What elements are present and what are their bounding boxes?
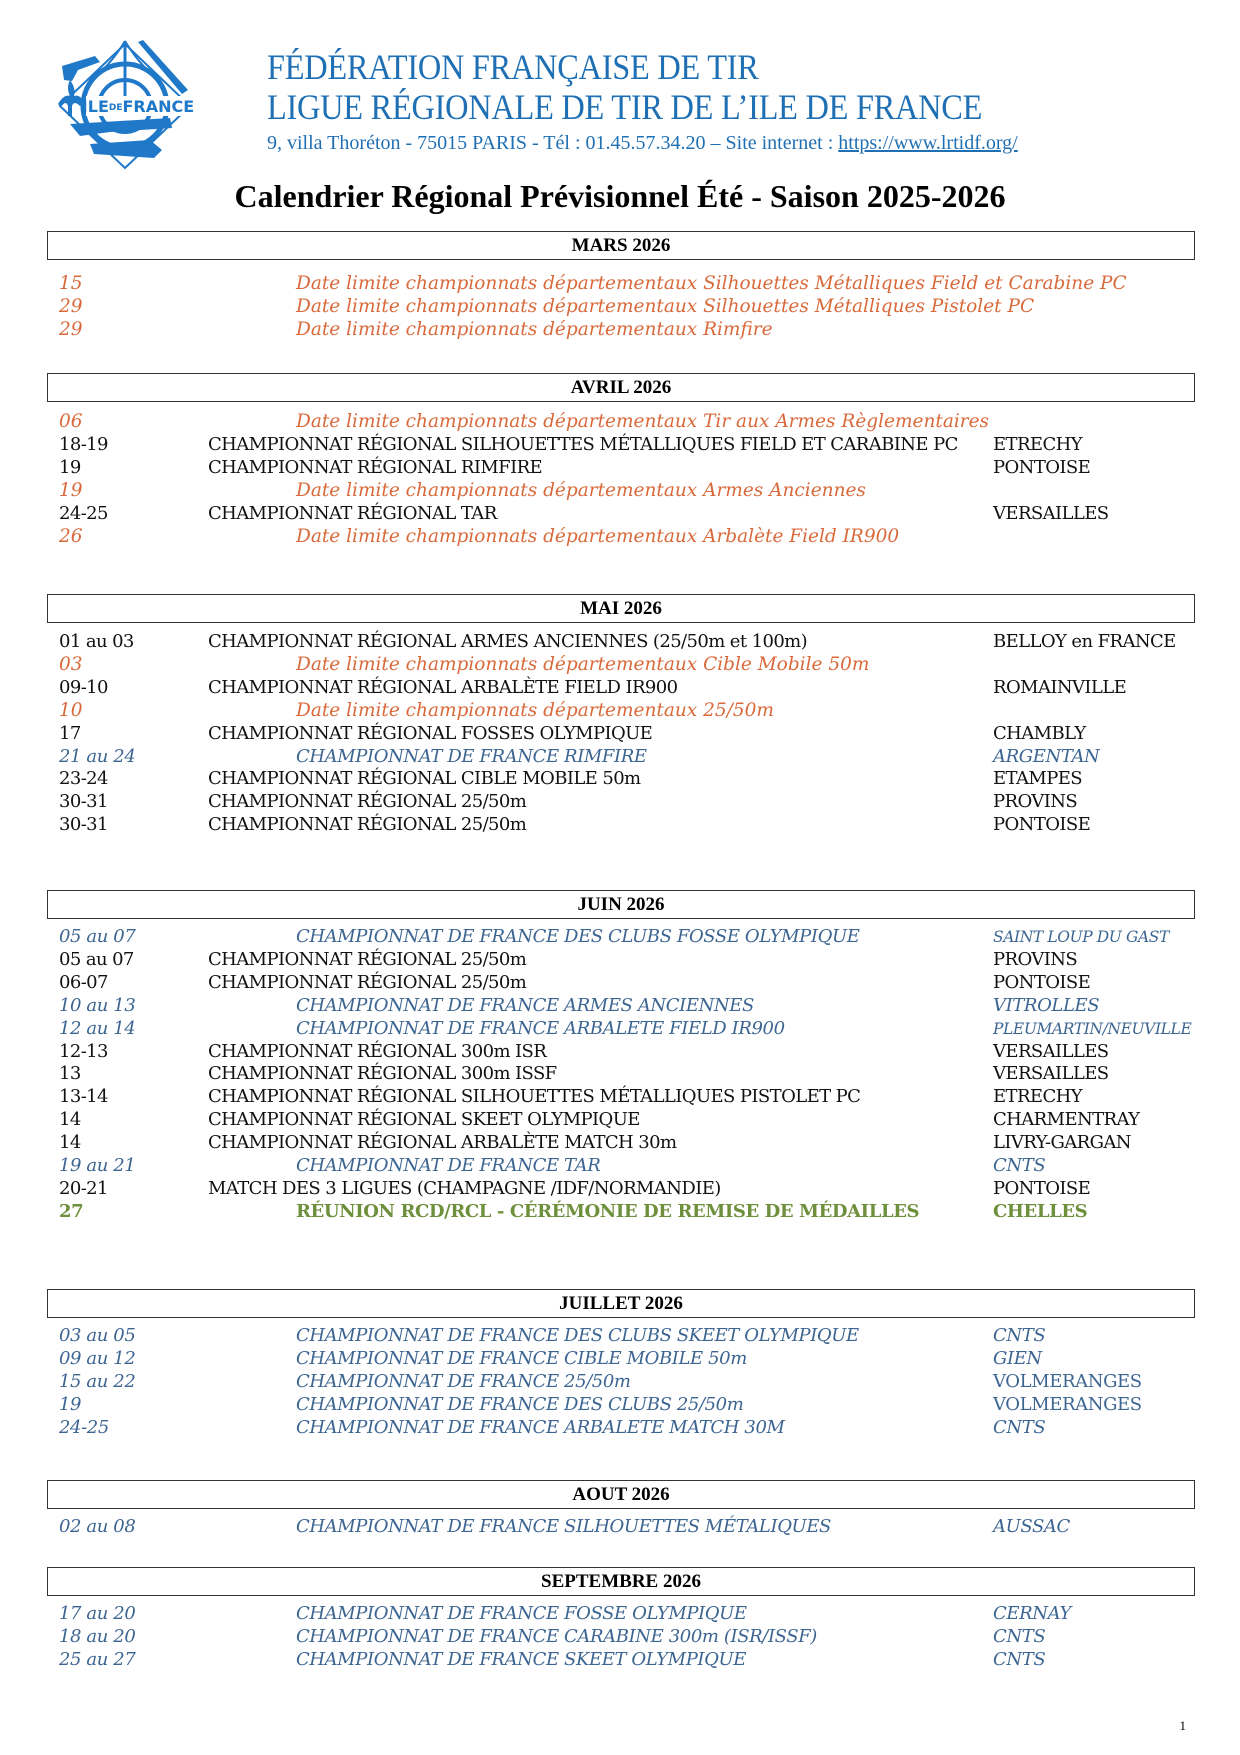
event-location: PONTOISE	[993, 456, 1091, 478]
logo-text: ILEDEFRANCE	[81, 97, 195, 116]
event-title: CHAMPIONNAT RÉGIONAL ARBALÈTE MATCH 30m	[208, 1132, 677, 1154]
event-title: CHAMPIONNAT RÉGIONAL CIBLE MOBILE 50m	[208, 768, 641, 790]
event-date: 29	[59, 318, 83, 340]
event-location: CHELLES	[993, 1200, 1088, 1222]
event-date: 21 au 24	[59, 745, 136, 767]
month-header: JUIN 2026	[47, 890, 1195, 919]
event-title: Date limite championnats départementaux Silhouettes Métalliques Field et Carabine PC	[296, 273, 1127, 294]
event-date: 24-25	[59, 502, 108, 524]
event-row	[0, 1514, 1240, 1540]
event-title: CHAMPIONNAT DE FRANCE CIBLE MOBILE 50m	[296, 1347, 747, 1369]
event-location: PLEUMARTIN/NEUVILLE	[993, 1019, 1192, 1038]
event-date: 30-31	[59, 814, 108, 836]
event-date: 05 au 07	[59, 948, 134, 970]
page-title: Calendrier Régional Prévisionnel Été - Saison 2025-2026	[234, 178, 1006, 214]
event-location: CHARMENTRAY	[993, 1109, 1140, 1131]
event-title: CHAMPIONNAT RÉGIONAL ARBALÈTE FIELD IR900	[208, 676, 678, 698]
event-date: 24-25	[59, 1416, 109, 1438]
event-title: CHAMPIONNAT DE FRANCE ARBALETE FIELD IR900	[296, 1017, 785, 1039]
event-location: BELLOY en FRANCE	[993, 631, 1176, 652]
event-date: 09-10	[59, 676, 108, 698]
event-date: 15	[59, 273, 83, 294]
event-date: 13-14	[59, 1086, 108, 1108]
event-title: CHAMPIONNAT RÉGIONAL SILHOUETTES MÉTALLIQUES FIELD ET CARABINE PC	[208, 433, 958, 455]
event-title: Date limite championnats départementaux 25/50m	[296, 699, 774, 721]
event-date: 27	[59, 1200, 84, 1222]
event-title: CHAMPIONNAT RÉGIONAL 25/50m	[208, 971, 527, 993]
event-date: 02 au 08	[59, 1516, 136, 1537]
event-location: CNTS	[993, 1416, 1046, 1438]
event-date: 19 au 21	[59, 1155, 136, 1176]
event-date: 17 au 20	[59, 1603, 136, 1624]
event-date: 20-21	[59, 1177, 108, 1199]
event-title: CHAMPIONNAT DE FRANCE ARBALETE MATCH 30M	[296, 1416, 785, 1438]
event-date: 14	[59, 1132, 81, 1154]
event-location: CNTS	[993, 1155, 1046, 1176]
event-title: CHAMPIONNAT DE FRANCE SILHOUETTES MÉTALIQUES	[296, 1516, 831, 1537]
event-location: VOLMERANGES	[993, 1370, 1142, 1392]
event-location: PROVINS	[993, 948, 1078, 970]
month-header: AVRIL 2026	[47, 373, 1195, 402]
event-row	[0, 317, 1240, 343]
event-date: 19	[59, 456, 81, 478]
event-title: Date limite championnats départementaux Rimfire	[296, 318, 773, 340]
event-title: CHAMPIONNAT RÉGIONAL ARMES ANCIENNES (25/50m et 100m)	[208, 631, 808, 652]
event-title: Date limite championnats départementaux Silhouettes Métalliques Pistolet PC	[296, 295, 1035, 317]
event-location: PROVINS	[993, 791, 1078, 813]
event-location: SAINT LOUP DU GAST	[993, 928, 1169, 946]
event-title: CHAMPIONNAT DE FRANCE 25/50m	[296, 1370, 631, 1392]
event-date: 01 au 03	[59, 631, 134, 652]
event-date: 06-07	[59, 971, 108, 993]
event-title: CHAMPIONNAT RÉGIONAL TAR	[208, 502, 497, 524]
event-location: GIEN	[993, 1347, 1042, 1369]
event-location: ARGENTAN	[993, 745, 1100, 767]
event-title: RÉUNION RCD/RCL - CÉRÉMONIE DE REMISE DE MÉDAILLES	[296, 1200, 920, 1222]
event-date: 18 au 20	[59, 1625, 136, 1647]
event-location: CNTS	[993, 1625, 1046, 1647]
event-title: CHAMPIONNAT RÉGIONAL 300m ISSF	[208, 1063, 557, 1085]
event-row	[0, 1647, 1240, 1673]
event-date: 12-13	[59, 1040, 108, 1062]
federation-name: FÉDÉRATION FRANÇAISE DE TIR	[267, 47, 759, 87]
event-title: Date limite championnats départementaux Armes Anciennes	[296, 479, 866, 501]
event-date: 14	[59, 1109, 81, 1131]
month-header: SEPTEMBRE 2026	[47, 1567, 1195, 1596]
event-title: CHAMPIONNAT DE FRANCE RIMFIRE	[296, 745, 647, 767]
event-title: CHAMPIONNAT RÉGIONAL RIMFIRE	[208, 456, 543, 478]
event-date: 06	[59, 411, 83, 432]
event-title: CHAMPIONNAT RÉGIONAL FOSSES OLYMPIQUE	[208, 722, 653, 744]
event-location: ETRECHY	[993, 1086, 1082, 1108]
event-date: 18-19	[59, 433, 108, 455]
website-link[interactable]: https://www.lrtidf.org/	[838, 132, 1018, 154]
event-date: 10 au 13	[59, 994, 136, 1016]
event-date: 29	[59, 295, 83, 317]
event-location: PONTOISE	[993, 1177, 1091, 1199]
ligue-name: LIGUE RÉGIONALE DE TIR DE L’ILE DE FRANCE	[267, 87, 983, 127]
event-title: CHAMPIONNAT DE FRANCE SKEET OLYMPIQUE	[296, 1648, 746, 1670]
event-date: 03 au 05	[59, 1325, 136, 1346]
event-location: VERSAILLES	[993, 502, 1109, 524]
event-location: CNTS	[993, 1648, 1046, 1670]
event-date: 19	[59, 479, 83, 501]
address-text: 9, villa Thoréton - 75015 PARIS - Tél : 01.45.57.34.20 – Site internet :	[267, 132, 839, 154]
event-row	[0, 524, 1240, 550]
event-location: ROMAINVILLE	[993, 676, 1127, 698]
event-location: CNTS	[993, 1325, 1046, 1346]
month-header: MAI 2026	[47, 594, 1195, 623]
event-title: CHAMPIONNAT RÉGIONAL 25/50m	[208, 948, 527, 970]
event-title: Date limite championnats départementaux Tir aux Armes Règlementaires	[296, 411, 990, 432]
event-title: CHAMPIONNAT DE FRANCE DES CLUBS FOSSE OLYMPIQUE	[296, 926, 860, 947]
event-date: 30-31	[59, 791, 108, 813]
event-title: CHAMPIONNAT RÉGIONAL SILHOUETTES MÉTALLIQUES PISTOLET PC	[208, 1086, 861, 1108]
event-date: 23-24	[59, 768, 108, 790]
event-title: CHAMPIONNAT RÉGIONAL 300m ISR	[208, 1040, 547, 1062]
event-title: CHAMPIONNAT DE FRANCE TAR	[296, 1155, 601, 1176]
event-location: ETAMPES	[993, 768, 1082, 790]
event-location: CHAMBLY	[993, 722, 1086, 744]
event-location: PONTOISE	[993, 971, 1091, 993]
event-location: VOLMERANGES	[993, 1393, 1142, 1415]
event-date: 15 au 22	[59, 1370, 136, 1392]
event-date: 10	[59, 699, 83, 721]
event-title: Date limite championnats départementaux Cible Mobile 50m	[296, 653, 870, 675]
event-title: CHAMPIONNAT RÉGIONAL SKEET OLYMPIQUE	[208, 1109, 640, 1131]
event-location: PONTOISE	[993, 814, 1091, 836]
event-location: VERSAILLES	[993, 1063, 1109, 1085]
event-title: CHAMPIONNAT RÉGIONAL 25/50m	[208, 814, 527, 836]
event-date: 17	[59, 722, 81, 744]
event-date: 26	[59, 525, 83, 547]
event-title: Date limite championnats départementaux Arbalète Field IR900	[296, 525, 900, 547]
event-location: CERNAY	[993, 1603, 1071, 1624]
event-title: CHAMPIONNAT DE FRANCE DES CLUBS 25/50m	[296, 1393, 744, 1415]
ligue-logo	[50, 36, 200, 171]
event-date: 19	[59, 1393, 82, 1415]
event-date: 25 au 27	[59, 1648, 136, 1670]
event-location: LIVRY-GARGAN	[993, 1132, 1131, 1154]
event-title: CHAMPIONNAT RÉGIONAL 25/50m	[208, 791, 527, 813]
event-title: CHAMPIONNAT DE FRANCE ARMES ANCIENNES	[296, 994, 754, 1016]
event-row	[0, 812, 1240, 838]
event-location: AUSSAC	[993, 1516, 1070, 1537]
event-row	[0, 1415, 1240, 1441]
page-number: 1	[1179, 1718, 1186, 1733]
event-title: MATCH DES 3 LIGUES (CHAMPAGNE /IDF/NORMANDIE)	[208, 1177, 721, 1199]
event-location: VERSAILLES	[993, 1040, 1109, 1062]
event-location: ETRECHY	[993, 433, 1082, 455]
event-date: 05 au 07	[59, 926, 136, 947]
event-title: CHAMPIONNAT DE FRANCE DES CLUBS SKEET OLYMPIQUE	[296, 1325, 859, 1346]
event-date: 12 au 14	[59, 1017, 136, 1039]
month-header: JUILLET 2026	[47, 1289, 1195, 1318]
event-date: 13	[59, 1063, 81, 1085]
event-date: 03	[59, 653, 83, 675]
event-location: VITROLLES	[993, 994, 1100, 1016]
event-title: CHAMPIONNAT DE FRANCE FOSSE OLYMPIQUE	[296, 1603, 747, 1624]
month-header: AOUT 2026	[47, 1480, 1195, 1509]
event-date: 09 au 12	[59, 1347, 136, 1369]
month-header: MARS 2026	[47, 231, 1195, 260]
event-row	[0, 1199, 1240, 1225]
event-title: CHAMPIONNAT DE FRANCE CARABINE 300m (ISR/ISSF)	[296, 1625, 817, 1647]
address-line	[267, 132, 1018, 155]
